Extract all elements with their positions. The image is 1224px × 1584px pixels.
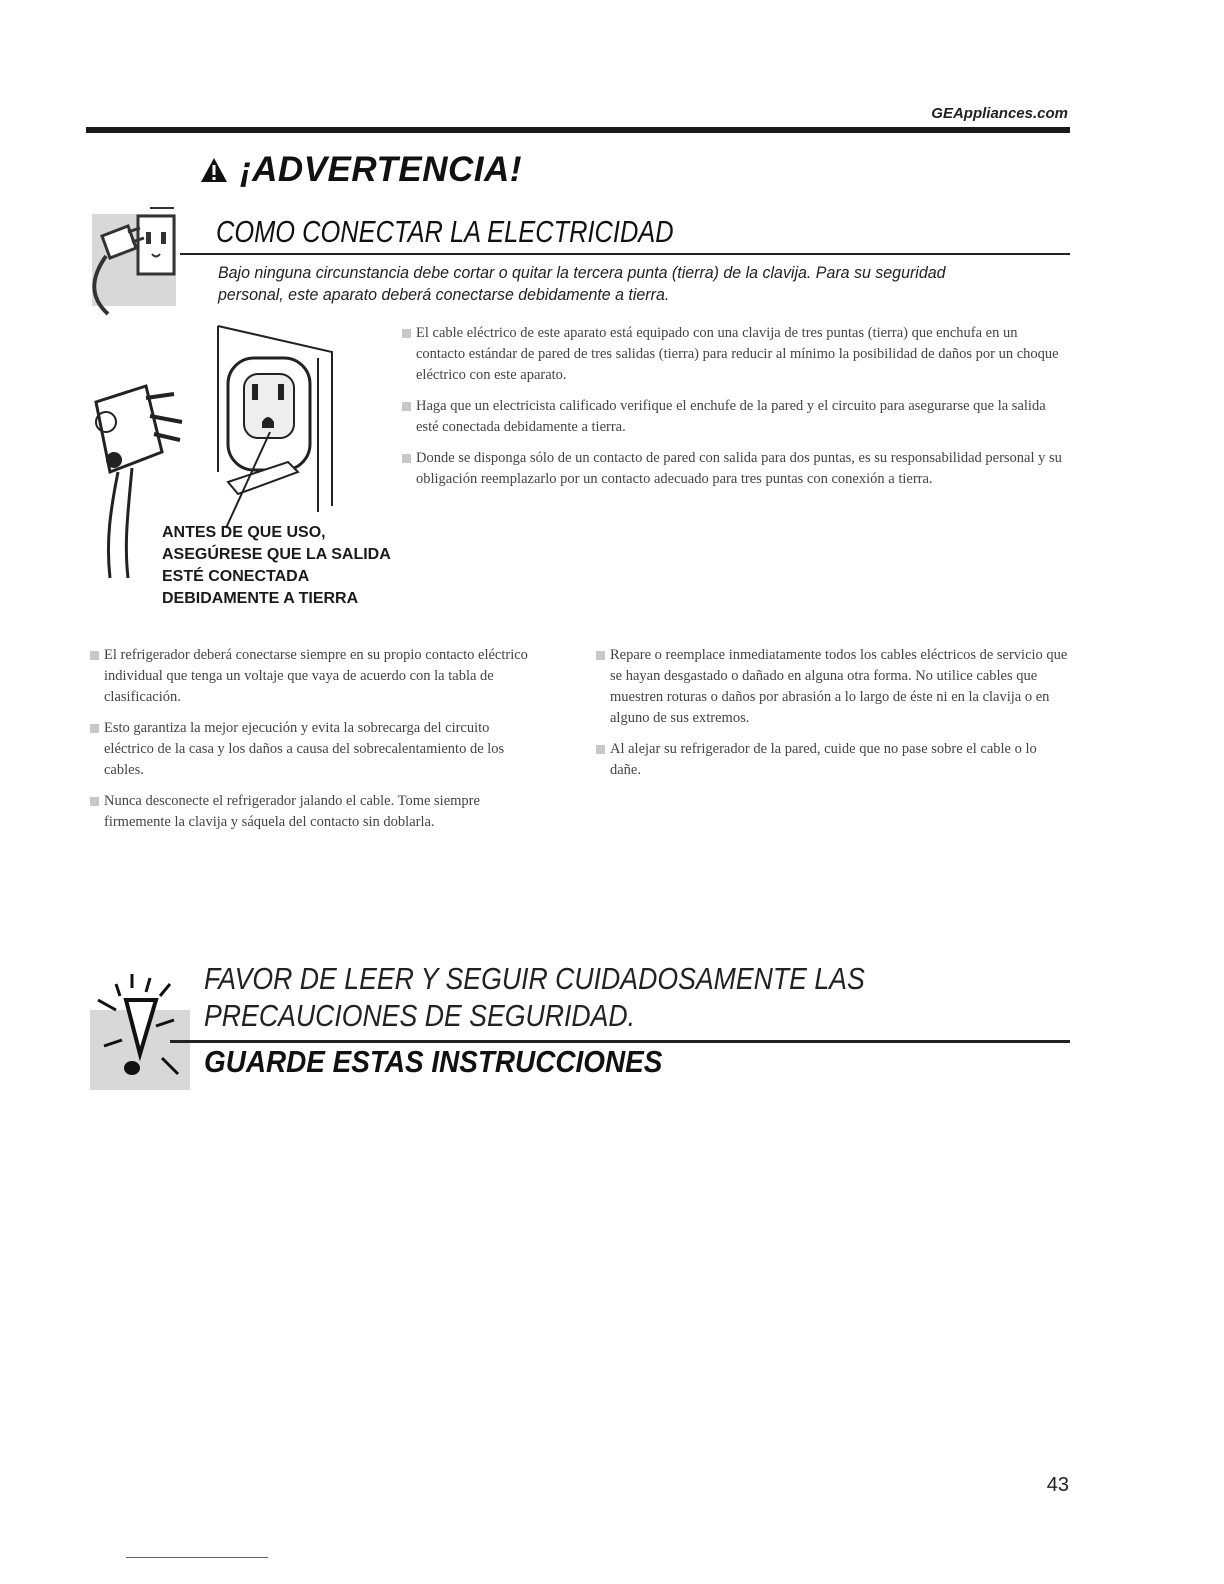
- warning-title: ¡ADVERTENCIA!: [240, 150, 522, 189]
- section-intro: Bajo ninguna circunstancia debe cortar o quitar la tercera punta (tierra) de la clavija. Para su seguridad personal, este aparato deberá conectarse debidamente a tierra.: [218, 263, 946, 304]
- caption-line: ASEGÚRESE QUE LA SALIDA: [162, 546, 391, 563]
- warning-heading: [200, 150, 522, 190]
- upper-bullet-list: [402, 323, 1062, 500]
- footer-rule: [126, 1557, 268, 1558]
- list-item: Haga que un electricista calificado verifique el enchufe de la pared y el circuito para asegurarse que la salida esté conectada debidamente a tierra.: [402, 396, 1062, 438]
- caption-line: ANTES DE QUE USO,: [162, 524, 326, 541]
- list-item: Nunca desconecte el refrigerador jalando el cable. Tome siempre firmemente la clavija y sáquela del contacto sin doblarla.: [90, 791, 530, 833]
- site-url: GEAppliances.com: [931, 105, 1068, 122]
- caption-line: ESTÉ CONECTADA: [162, 568, 310, 585]
- list-item: Repare o reemplace inmediatamente todos los cables eléctricos de servicio que se hayan desgastado o dañado en alguna otra forma. No utilice cables que muestren roturas o daños por abrasión a lo largo de éste ni en la clavija o en alguno de sus extremos.: [596, 645, 1071, 729]
- save-instructions-title: GUARDE ESTAS INSTRUCCIONES: [204, 1044, 663, 1079]
- exclamation-safety-icon: [70, 970, 200, 1090]
- warning-triangle-icon: [200, 157, 228, 183]
- plug-outlet-icon: [82, 206, 182, 318]
- header-rule: [86, 127, 1070, 133]
- figure-caption: [162, 522, 391, 610]
- list-item: El cable eléctrico de este aparato está equipado con una clavija de tres puntas (tierra) que enchufa en un contacto estándar de pared de tres salidas (tierra) para reducir al mínimo la posibilidad de daños por un choque eléctrico con este aparato.: [402, 323, 1062, 386]
- right-bullet-list: [596, 645, 1071, 791]
- list-item: Donde se disponga sólo de un contacto de pared con salida para dos puntas, es su responsabilidad personal y su obligación reemplazarlo por un contacto adecuado para tres puntas con conexión a tierra.: [402, 448, 1062, 490]
- left-bullet-list: [90, 645, 530, 843]
- section-title: COMO CONECTAR LA ELECTRICIDAD: [216, 214, 674, 249]
- caption-line: DEBIDAMENTE A TIERRA: [162, 590, 359, 607]
- safety-notice-rule: [170, 1040, 1070, 1043]
- list-item: Al alejar su refrigerador de la pared, cuide que no pase sobre el cable o lo dañe.: [596, 739, 1071, 781]
- list-item: Esto garantiza la mejor ejecución y evita la sobrecarga del circuito eléctrico de la casa y los daños a causa del sobrecalentamiento de los cables.: [90, 718, 530, 781]
- section-rule: [180, 253, 1070, 255]
- page-number: 43: [1046, 1474, 1069, 1496]
- list-item: El refrigerador deberá conectarse siempre en su propio contacto eléctrico individual que tenga un voltaje que vaya de acuerdo con la tabla de clasificación.: [90, 645, 530, 708]
- safety-notice-title: FAVOR DE LEER Y SEGUIR CUIDADOSAMENTE LAS PRECAUCIONES DE SEGURIDAD.: [204, 961, 865, 1033]
